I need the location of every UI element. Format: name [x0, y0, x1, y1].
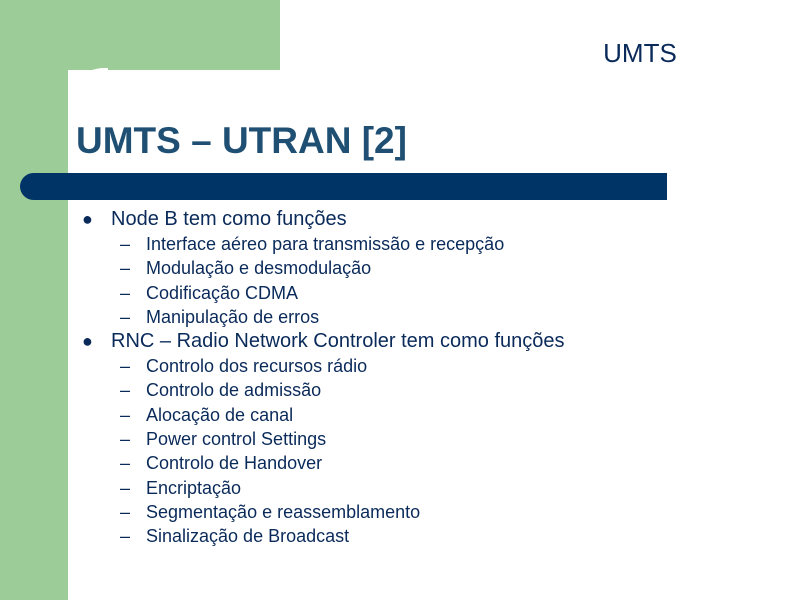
dash-icon: –	[120, 258, 131, 279]
dash-icon: –	[120, 501, 131, 522]
list-item-text: Node B tem como funções	[111, 208, 347, 230]
sub-list-item-text: Segmentação e reassemblamento	[146, 501, 421, 522]
sub-list-item	[80, 403, 720, 427]
dash-icon: –	[120, 306, 131, 327]
sub-list-item-text: Sinalização de Broadcast	[146, 526, 350, 547]
sub-list-item	[80, 256, 720, 280]
sub-list-item	[80, 476, 720, 500]
bullet-icon: ●	[82, 209, 93, 229]
dash-icon: –	[120, 356, 131, 377]
dash-icon: –	[120, 477, 131, 498]
slide-title: UMTS – UTRAN [2]	[76, 120, 407, 161]
dash-icon: –	[120, 526, 131, 547]
list-item-text: RNC – Radio Network Controler tem como funções	[111, 330, 565, 353]
dash-icon: –	[120, 429, 131, 450]
dash-icon: –	[120, 282, 131, 303]
bullet-icon: ●	[82, 331, 93, 352]
sub-list-item-text: Controlo dos recursos rádio	[146, 356, 368, 377]
sub-list-item-text: Codificação CDMA	[146, 282, 299, 303]
green-left-band	[0, 0, 68, 600]
sub-list-item	[80, 354, 720, 378]
sub-list-item	[80, 524, 720, 548]
sub-list-item	[80, 232, 720, 256]
sub-list-item-text: Power control Settings	[146, 429, 327, 450]
list-item	[80, 207, 720, 232]
sub-list-item	[80, 378, 720, 402]
list-item	[80, 329, 720, 354]
dash-icon: –	[120, 380, 131, 401]
sub-list-item-text: Modulação e desmodulação	[146, 258, 372, 279]
sub-list-item-text: Alocação de canal	[146, 404, 294, 425]
title-underline-bar	[20, 173, 667, 200]
rounded-corner-shape	[68, 68, 108, 108]
sub-list-item-text: Interface aéreo para transmissão e recepção	[146, 234, 505, 254]
sub-list-item-text: Controlo de admissão	[146, 380, 322, 401]
sub-list-item	[80, 281, 720, 305]
dash-icon: –	[120, 234, 131, 254]
dash-icon: –	[120, 453, 131, 474]
sub-list-item	[80, 500, 720, 524]
bullet-list	[80, 207, 720, 549]
sub-list-item	[80, 427, 720, 451]
sub-list-item	[80, 451, 720, 475]
sub-list-item-text: Encriptação	[146, 477, 242, 498]
header-label: UMTS	[603, 38, 677, 68]
sub-list-item-text: Manipulação de erros	[146, 306, 320, 327]
sub-list-item-text: Controlo de Handover	[146, 453, 323, 474]
dash-icon: –	[120, 404, 131, 425]
sub-list-item	[80, 305, 720, 329]
